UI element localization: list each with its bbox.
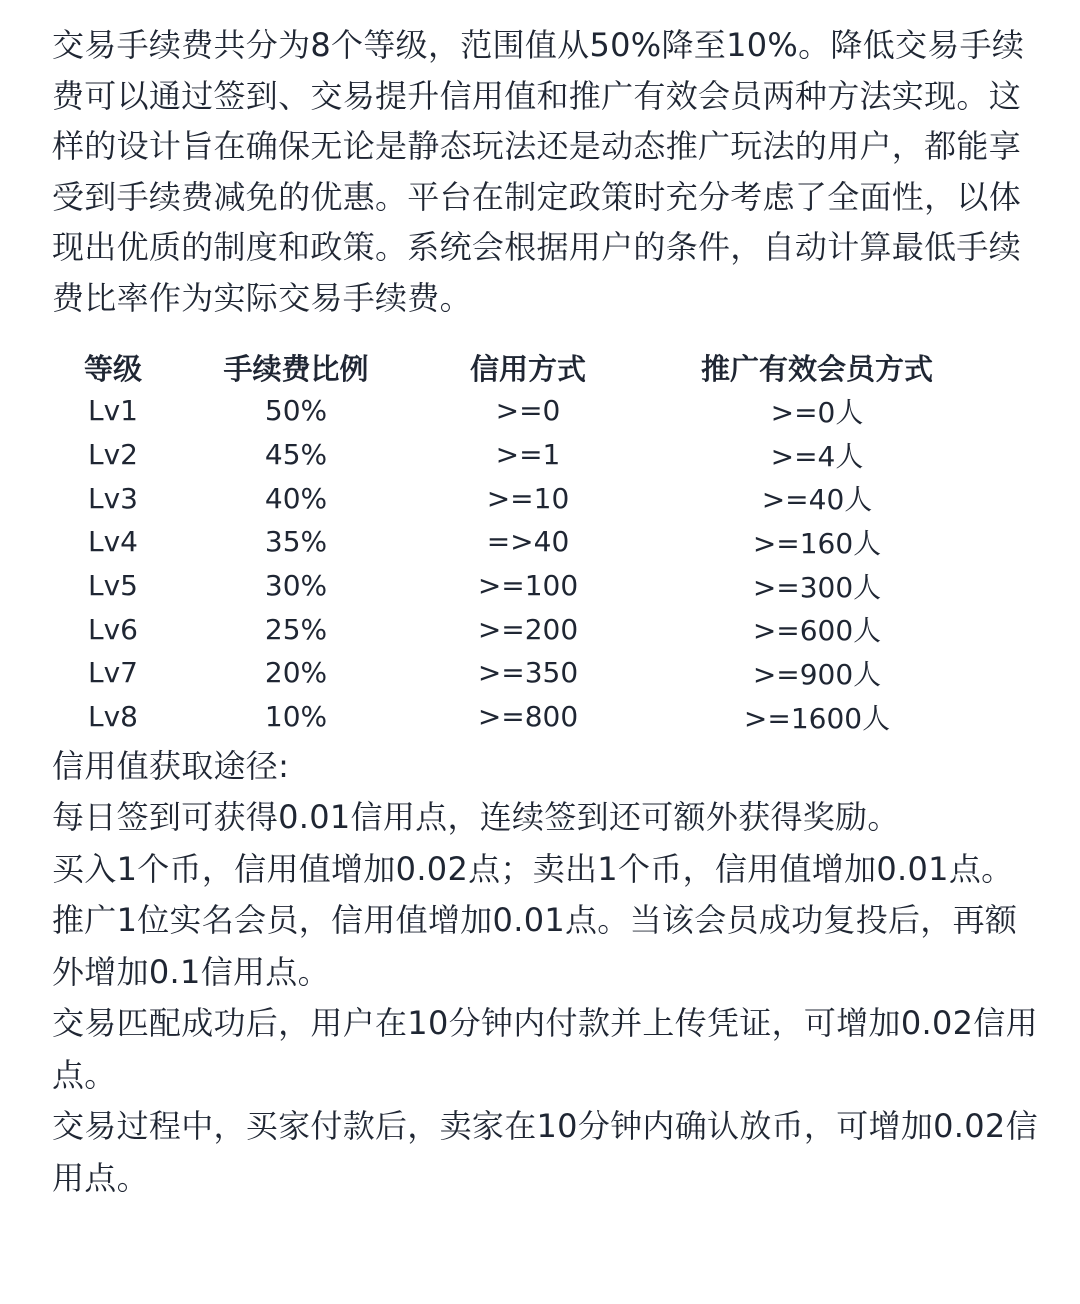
header-promotion-method: 推广有效会员方式 <box>700 351 933 386</box>
cell-level: Lv8 <box>88 700 138 734</box>
cell-promotion: >=4人 <box>770 439 864 473</box>
fee-level-table <box>52 345 992 739</box>
cell-promotion: >=600人 <box>752 614 882 648</box>
header-credit-method: 信用方式 <box>469 351 586 386</box>
cell-level: Lv5 <box>88 569 138 603</box>
table-row <box>52 389 992 433</box>
cell-level: Lv6 <box>88 612 138 646</box>
table-row <box>52 476 992 520</box>
credit-item-trade: 买入1个币，信用值增加0.02点；卖出1个币，信用值增加0.01点。 <box>52 849 1014 888</box>
credit-section-title: 信用值获取途径: <box>52 746 290 785</box>
cell-level: Lv7 <box>88 656 138 690</box>
table-header-row <box>52 345 992 389</box>
cell-credit: >=0 <box>495 394 561 428</box>
credit-section <box>52 741 1044 1205</box>
cell-credit: >=800 <box>477 700 579 734</box>
cell-fee-ratio: 30% <box>264 569 328 603</box>
table-row <box>52 607 992 651</box>
cell-level: Lv4 <box>88 525 138 559</box>
cell-fee-ratio: 35% <box>264 525 328 559</box>
cell-promotion: >=300人 <box>752 570 882 604</box>
cell-promotion: >=1600人 <box>743 701 891 735</box>
cell-fee-ratio: 25% <box>264 612 328 646</box>
intro-paragraph: 交易手续费共分为8个等级，范围值从50%降至10%。降低交易手续费可以通过签到、交易提升信用值和推广有效会员两种方法实现。这样的设计旨在确保无论是静态玩法还是动态推广玩法的用户，都能享受到手续费减免的优惠。平台在制定政策时充分考虑了全面性，以体现出优质的制度和政策。系统会根据用户的条件，自动计算最低手续费比率作为实际交易手续费。 <box>52 26 1025 317</box>
table-row <box>52 651 992 695</box>
table-row <box>52 520 992 564</box>
cell-fee-ratio: 40% <box>264 481 328 515</box>
credit-item-checkin: 每日签到可获得0.01信用点，连续签到还可额外获得奖励。 <box>52 798 900 836</box>
cell-fee-ratio: 50% <box>264 394 328 428</box>
header-level: 等级 <box>84 351 143 386</box>
cell-promotion: >=40人 <box>761 483 873 517</box>
cell-credit: >=1 <box>495 438 561 472</box>
cell-fee-ratio: 10% <box>264 700 328 734</box>
cell-fee-ratio: 20% <box>264 656 328 690</box>
cell-promotion: >=900人 <box>752 657 882 691</box>
cell-fee-ratio: 45% <box>264 438 328 472</box>
credit-item-referral: 推广1位实名会员，信用值增加0.01点。当该会员成功复投后，再额外增加0.1信用点。 <box>52 901 1018 991</box>
cell-level: Lv2 <box>88 438 138 472</box>
cell-level: Lv1 <box>88 394 138 428</box>
table-row <box>52 433 992 477</box>
cell-credit: >=350 <box>477 656 579 690</box>
cell-promotion: >=160人 <box>752 526 882 560</box>
cell-level: Lv3 <box>88 481 138 515</box>
header-fee-ratio: 手续费比例 <box>223 351 369 386</box>
cell-credit: >=100 <box>477 569 579 603</box>
cell-credit: >=200 <box>477 612 579 646</box>
table-row <box>52 695 992 739</box>
cell-credit: =>40 <box>486 525 570 559</box>
cell-promotion: >=0人 <box>770 395 864 429</box>
table-row <box>52 564 992 608</box>
cell-credit: >=10 <box>486 481 570 515</box>
credit-item-payment: 交易匹配成功后，用户在10分钟内付款并上传凭证，可增加0.02信用点。 <box>52 1004 1038 1094</box>
credit-item-release: 交易过程中，买家付款后，卖家在10分钟内确认放币，可增加0.02信用点。 <box>52 1107 1038 1197</box>
